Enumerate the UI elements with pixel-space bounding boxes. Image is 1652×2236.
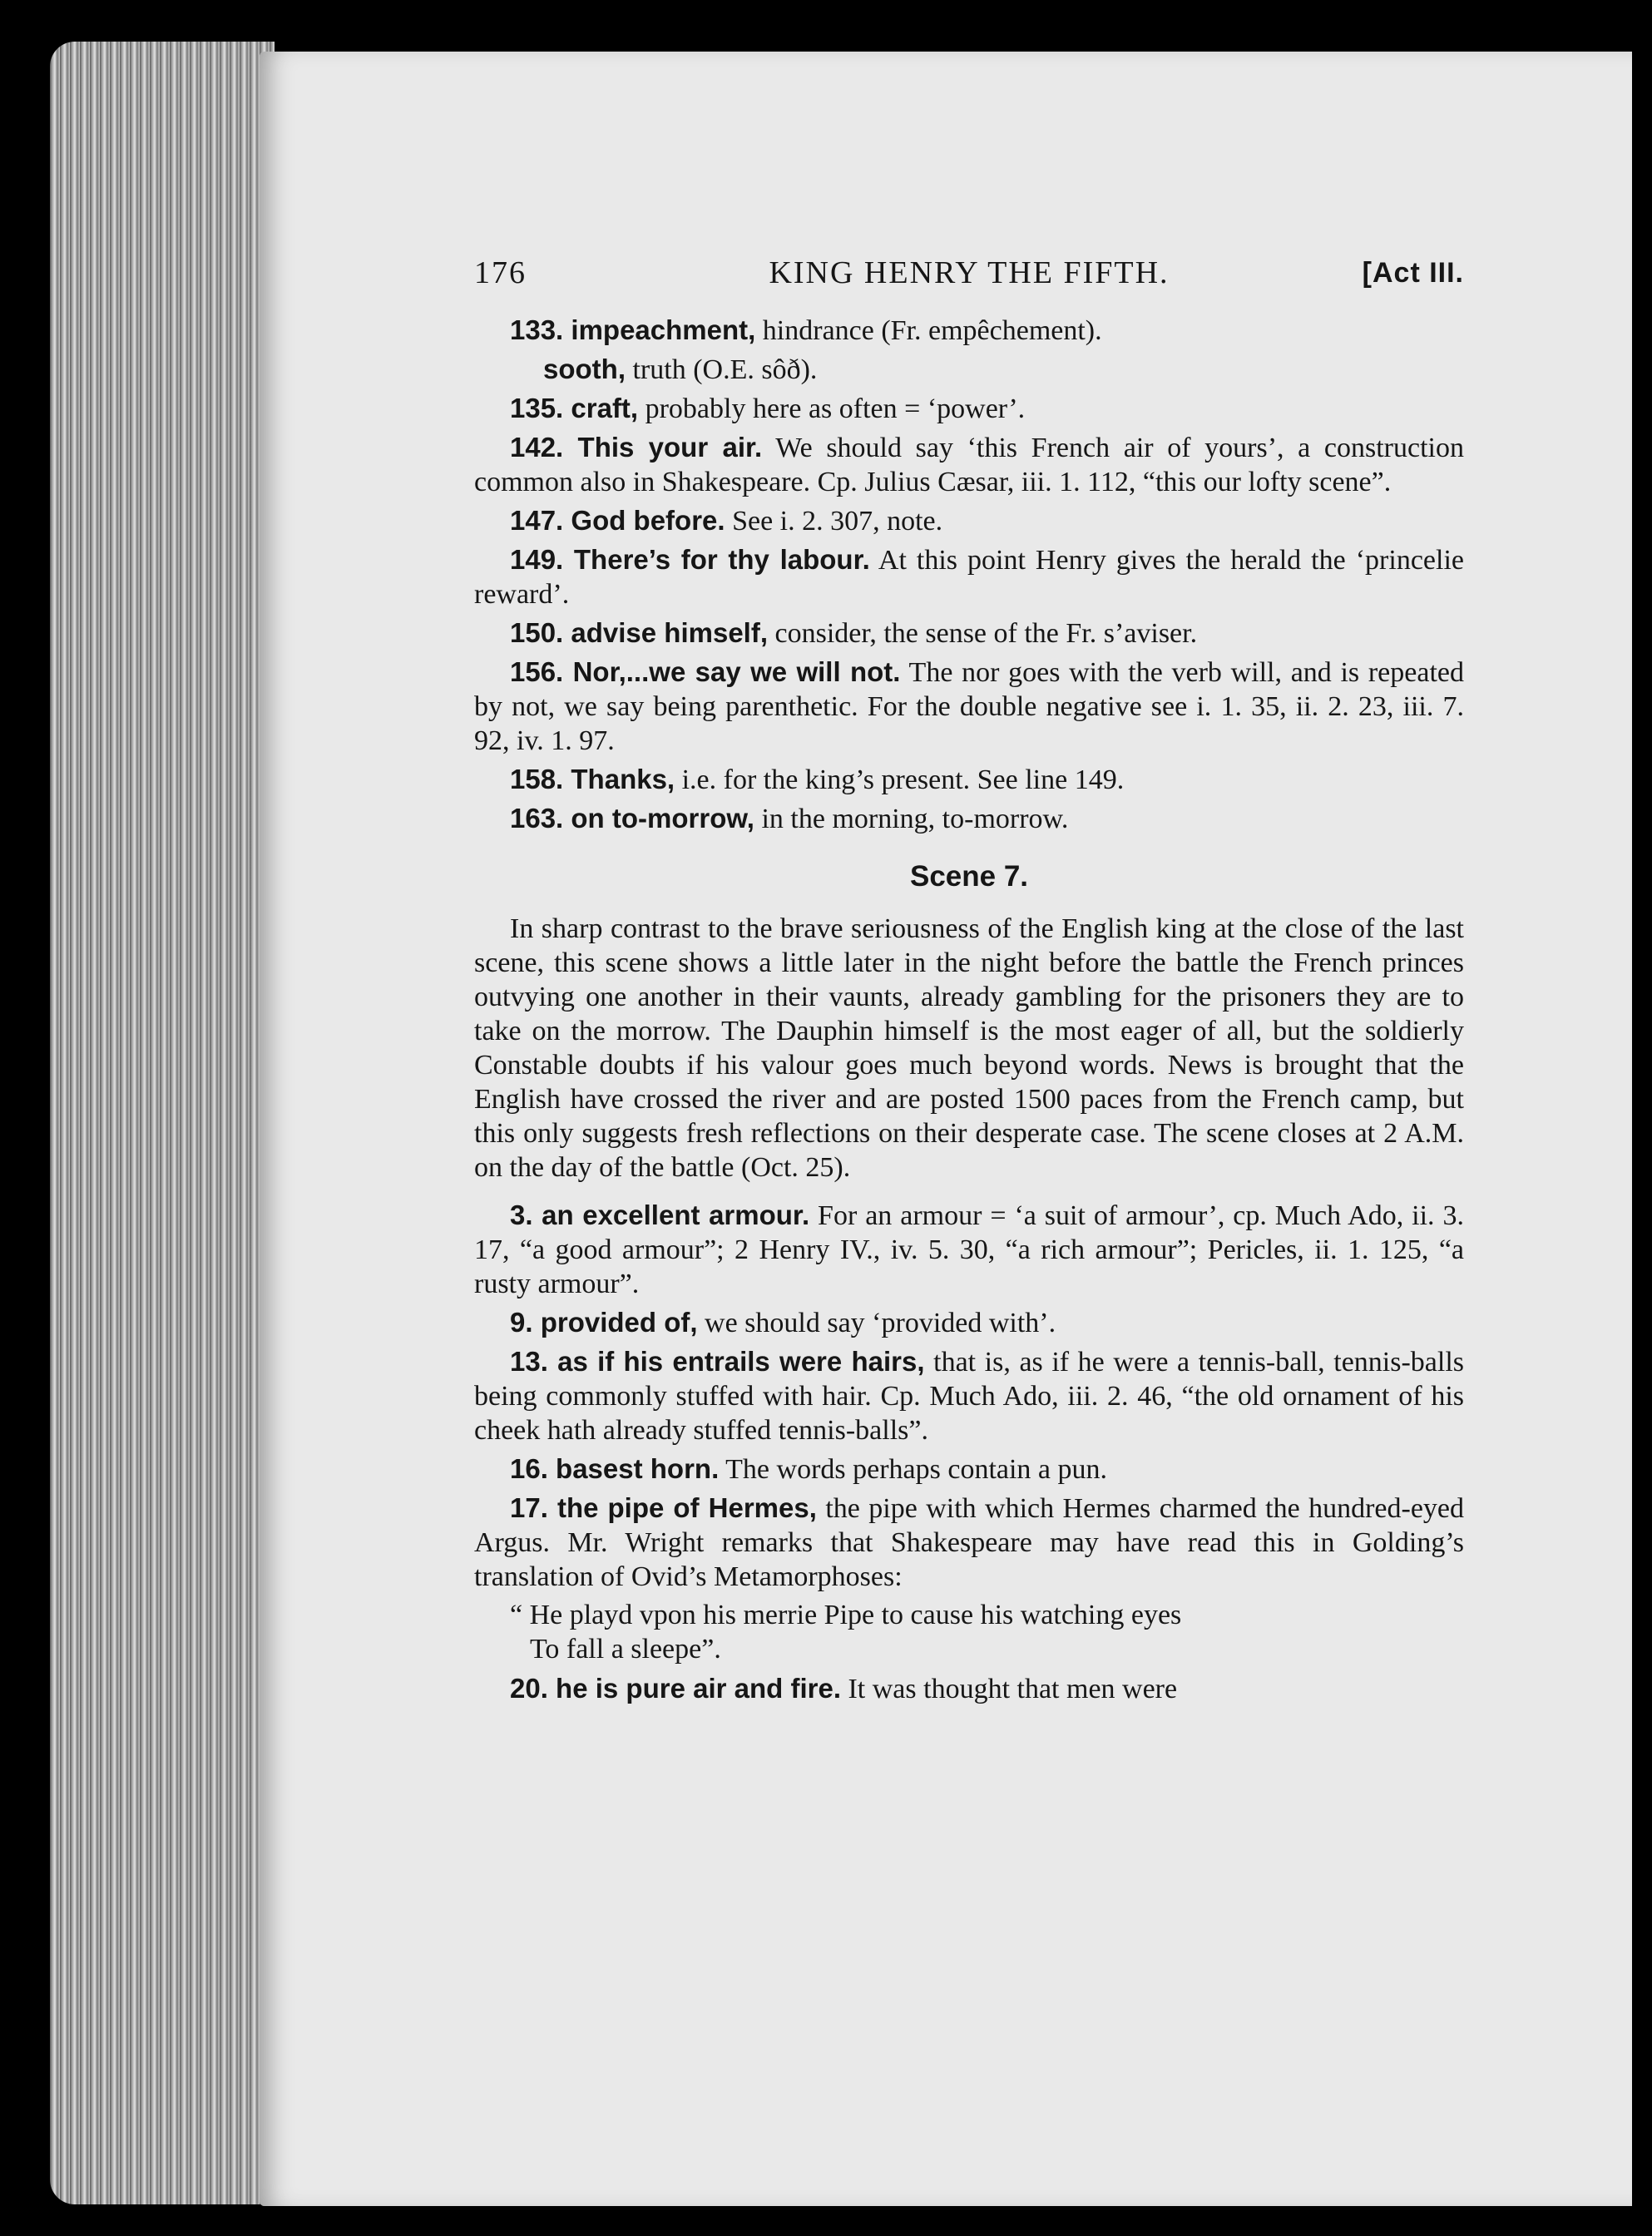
note-text: truth (O.E. sôð).: [625, 354, 818, 385]
note-20: [474, 1671, 1464, 1706]
note-lemma: 17. the pipe of Hermes,: [510, 1492, 817, 1523]
note-lemma: 13. as if his entrails were hairs,: [510, 1346, 925, 1377]
note-text: i.e. for the king’s present. See line 149.: [675, 764, 1125, 795]
note-text: The words perhaps contain a pun.: [719, 1454, 1108, 1485]
note-lemma: 133. impeachment,: [510, 314, 756, 345]
note-142: [474, 430, 1464, 499]
quotation-line: “ He playd vpon his merrie Pipe to cause his watching eyes: [510, 1600, 1182, 1630]
note-149: [474, 542, 1464, 611]
note-lemma: 142. This your air.: [510, 432, 763, 463]
note-13: [474, 1344, 1464, 1447]
note-lemma: 149. There’s for thy labour.: [510, 544, 870, 575]
note-lemma: 3. an excellent armour.: [510, 1200, 810, 1230]
note-text: At this point Henry gives the herald the ‘princelie reward’.: [474, 545, 1464, 610]
page-content: [474, 250, 1464, 1710]
note-text: that is, as if he were a tennis-ball, tennis-balls being commonly stuffed with hair. Cp. Much Ado, iii. 2. 46, “the old ornament of his cheek hath already stuffed tennis-balls”.: [474, 1347, 1465, 1446]
note-text: For an armour = ‘a suit of armour’, cp. Much Ado, ii. 3. 17, “a good armour”; 2 Henry IV., iv. 5. 30, “a rich armour”; Pericles, ii. 1. 125, “a rusty armour”.: [474, 1200, 1464, 1299]
scene-intro: In sharp contrast to the brave seriousness of the English king at the close of the last scene, this scene shows a little later in the night before the battle the French princes outvying one another in their vaunts, already gambling for the prisoners they are to take on the morrow. The Dauphin himself is the most eager of all, but the soldierly Constable doubts if his valour goes much beyond words. News is brought that the English have crossed the river and are posted 1500 paces from the French camp, but this only suggests fresh reflections on their desperate case. The scene closes at 2 A.M. on the day of the battle (Oct. 25).: [474, 913, 1464, 1183]
note-lemma: 16. basest horn.: [510, 1453, 720, 1484]
note-text: in the morning, to-morrow.: [754, 804, 1069, 834]
note-text: We should say ‘this French air of yours’, a construction common also in Shakespeare. Cp. Julius Cæsar, iii. 1. 112, “this our lofty scene”.: [474, 433, 1464, 497]
note-lemma: 135. craft,: [510, 393, 639, 423]
note-158: [474, 762, 1464, 797]
note-16: [474, 1452, 1464, 1487]
page-number: 176: [474, 255, 527, 290]
note-147: [474, 503, 1464, 538]
scene-heading: Scene 7.: [909, 860, 1029, 893]
note-150: [474, 616, 1464, 651]
verse-quotation: [510, 1598, 1464, 1666]
book-page-edges: [50, 42, 275, 2204]
note-text: probably here as often = ‘power’.: [638, 393, 1026, 424]
note-text: hindrance (Fr. empêchement).: [755, 315, 1102, 346]
quotation-line: To fall a sleepe”.: [530, 1634, 721, 1665]
note-3: [474, 1198, 1464, 1301]
note-text: It was thought that men were: [840, 1674, 1178, 1704]
note-text: we should say ‘provided with’.: [697, 1308, 1056, 1338]
note-lemma: sooth,: [543, 354, 626, 384]
note-lemma: 20. he is pure air and fire.: [510, 1673, 841, 1704]
note-lemma: 158. Thanks,: [510, 764, 675, 794]
note-133-sooth: [474, 352, 1464, 387]
note-lemma: 147. God before.: [510, 505, 725, 536]
running-header: [474, 250, 1464, 299]
running-title: KING HENRY THE FIFTH.: [769, 255, 1170, 290]
note-9: [474, 1305, 1464, 1340]
note-lemma: 150. advise himself,: [510, 617, 769, 648]
note-text: The nor goes with the verb will, and is repeated by not, we say being parenthetic. For the double negative see i. 1. 35, ii. 2. 23, iii. 7. 92, iv. 1. 97.: [474, 657, 1464, 756]
note-133: [474, 313, 1464, 348]
note-text: See i. 2. 307, note.: [725, 506, 943, 537]
note-lemma: 9. provided of,: [510, 1307, 698, 1338]
note-156: [474, 655, 1464, 758]
note-lemma: 156. Nor,...we say we will not.: [510, 656, 901, 687]
note-text: consider, the sense of the Fr. s’aviser.: [768, 618, 1198, 649]
note-text: the pipe with which Hermes charmed the hundred-eyed Argus. Mr. Wright remarks that Shakespeare may have read this in Golding’s translation of Ovid’s Metamorphoses:: [474, 1493, 1464, 1592]
note-163: [474, 801, 1464, 836]
note-lemma: 163. on to-morrow,: [510, 803, 754, 834]
act-label: [Act III.: [1362, 257, 1464, 289]
note-17: [474, 1491, 1464, 1594]
note-135: [474, 391, 1464, 426]
